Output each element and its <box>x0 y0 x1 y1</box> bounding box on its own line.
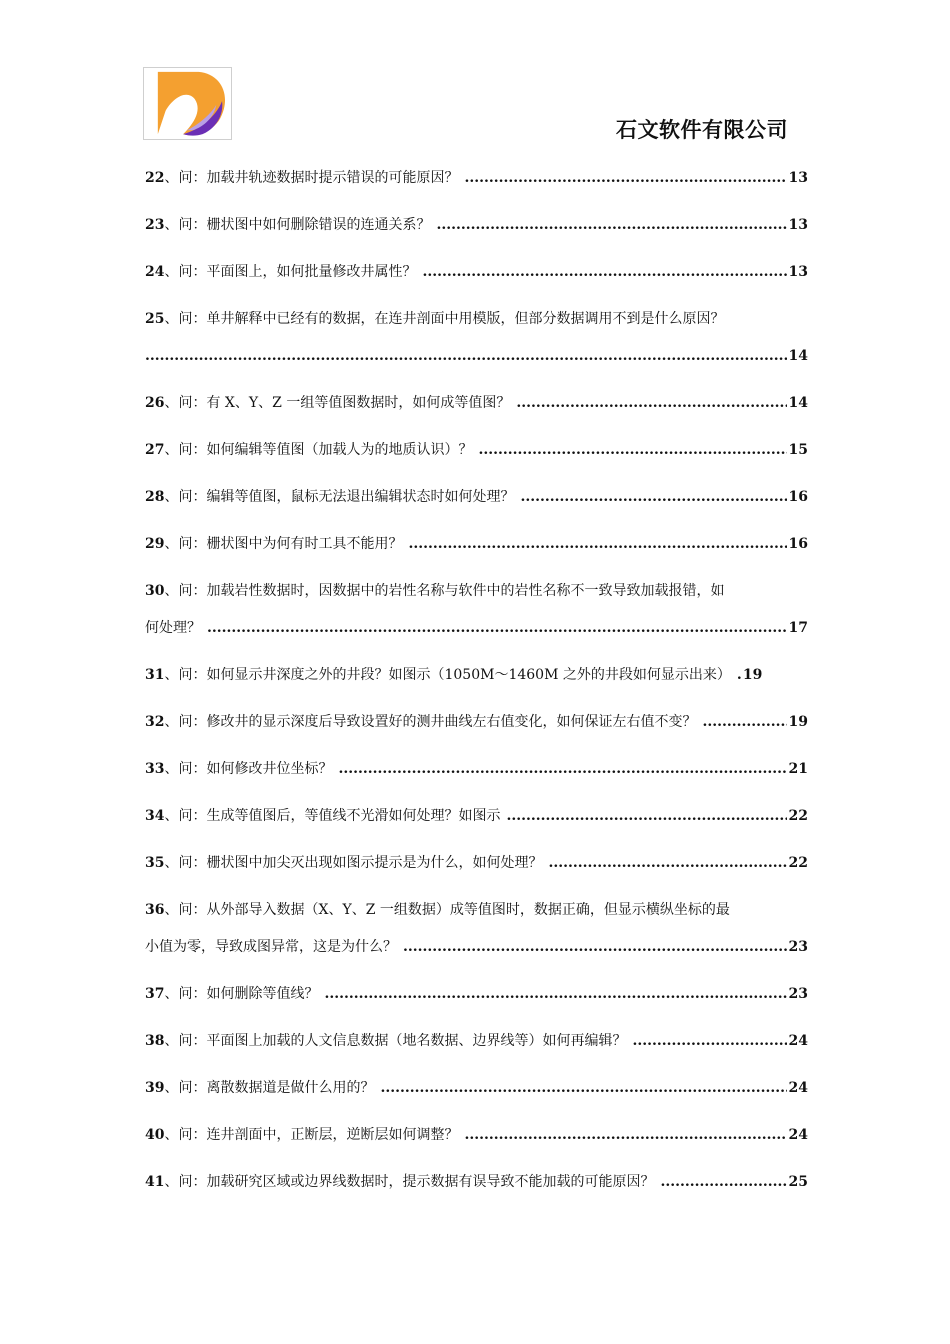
toc-number: 26 <box>145 395 165 411</box>
toc-number: 24 <box>145 264 165 280</box>
toc-number: 27 <box>145 442 165 458</box>
toc-title-text: 、问：加载研究区域或边界线数据时，提示数据有误导致不能加载的可能原因？ <box>164 1174 655 1190</box>
toc-entry-34[interactable] <box>145 798 808 835</box>
toc-entry-24[interactable] <box>145 254 808 291</box>
toc-title-text: 、问：有 X、Y、Z 一组等值图数据时，如何成等值图？ <box>164 395 511 411</box>
leader-dots <box>422 254 786 291</box>
leader-dots <box>403 929 787 966</box>
toc-title-text: 、问：如何显示井深度之外的井段？如图示（1050M～1460M 之外的井段如何显示出来） <box>164 667 731 683</box>
toc-entry-31[interactable] <box>145 657 808 694</box>
toc-number: 34 <box>145 808 165 824</box>
toc-entry-23[interactable] <box>145 207 808 244</box>
leader-dots <box>632 1023 786 1060</box>
leader-dots <box>338 751 786 788</box>
toc-title-text: 、问：平面图上加载的人文信息数据（地名数据、边界线等）如何再编辑？ <box>164 1033 627 1049</box>
toc-entry-28[interactable] <box>145 479 808 516</box>
toc-title-text: 、问：如何删除等值线？ <box>164 986 319 1002</box>
toc-number: 28 <box>145 489 165 505</box>
leader-dots <box>520 479 786 516</box>
toc-title-text: 、问：如何修改井位坐标？ <box>164 761 333 777</box>
toc-entry-39[interactable] <box>145 1070 808 1107</box>
toc-entry-29[interactable] <box>145 526 808 563</box>
toc-title-text: 、问：栅状图中为何有时工具不能用？ <box>164 536 403 552</box>
toc-page-number: 22 <box>788 855 808 871</box>
toc-page-number: 25 <box>788 1174 808 1190</box>
toc-page-number: 23 <box>788 939 808 955</box>
toc-title-text: 、问：修改井的显示深度后导致设置好的测井曲线左右值变化，如何保证左右值不变？ <box>164 714 697 730</box>
toc-page-number: 24 <box>788 1127 808 1143</box>
toc-entry-33[interactable] <box>145 751 808 788</box>
toc-entry-38[interactable] <box>145 1023 808 1060</box>
toc-number: 39 <box>145 1080 165 1096</box>
toc-number: 36 <box>145 902 165 918</box>
toc-title-text: 何处理？ <box>145 620 201 636</box>
toc-title-text: 、问：从外部导入数据（X、Y、Z 一组数据）成等值图时，数据正确，但显示横纵坐标的最 <box>164 902 730 918</box>
toc-page-number: 14 <box>788 348 808 364</box>
toc-page-number: 16 <box>788 536 808 552</box>
toc-page-number: 21 <box>788 761 808 777</box>
toc-page-number: 17 <box>788 620 808 636</box>
toc-entry-36[interactable] <box>145 892 808 966</box>
toc-title-text: 、问：加载岩性数据时，因数据中的岩性名称与软件中的岩性名称不一致导致加载报错，如 <box>164 583 725 599</box>
toc-entry-27[interactable] <box>145 432 808 469</box>
toc-entry-25[interactable] <box>145 301 808 375</box>
toc-entry-26[interactable] <box>145 385 808 422</box>
leader-dots <box>324 976 786 1013</box>
toc-number: 32 <box>145 714 165 730</box>
toc-entry-37[interactable] <box>145 976 808 1013</box>
leader-dots <box>380 1070 786 1107</box>
toc-page-number: 22 <box>788 808 808 824</box>
toc-title-text: 小值为零，导致成图异常，这是为什么？ <box>145 939 397 955</box>
toc-number: 23 <box>145 217 165 233</box>
toc-title-text: 、问：离散数据道是做什么用的？ <box>164 1080 375 1096</box>
toc-number: 29 <box>145 536 165 552</box>
leader-dots <box>145 338 787 375</box>
toc-page-number: 19 <box>742 667 763 683</box>
toc-title-text: 、问：单井解释中已经有的数据，在连井剖面中用模版，但部分数据调用不到是什么原因？ <box>164 311 725 327</box>
toc-page-number: 13 <box>788 170 808 186</box>
toc-title-text: 、问：生成等值图后，等值线不光滑如何处理？如图示 <box>164 808 501 824</box>
toc-page-number: 23 <box>788 986 808 1002</box>
toc-page-number: 19 <box>788 714 808 730</box>
leader-dots <box>660 1164 786 1201</box>
leader-dots <box>516 385 786 422</box>
toc-entry-41[interactable] <box>145 1164 808 1201</box>
toc-entry-22[interactable] <box>145 160 808 197</box>
toc-title-text: 、问：加载井轨迹数据时提示错误的可能原因？ <box>164 170 459 186</box>
toc-number: 41 <box>145 1174 165 1190</box>
toc-number: 33 <box>145 761 165 777</box>
leader-dots <box>464 1117 786 1154</box>
table-of-contents <box>145 160 808 1201</box>
toc-title-text: 、问：编辑等值图，鼠标无法退出编辑状态时如何处理？ <box>164 489 515 505</box>
toc-number: 25 <box>145 311 165 327</box>
leader-dots <box>548 845 786 882</box>
leader-dots <box>408 526 786 563</box>
toc-title-text: 、问：栅状图中加尖灭出现如图示提示是为什么，如何处理？ <box>164 855 543 871</box>
toc-number: 38 <box>145 1033 165 1049</box>
leader-dots <box>436 207 786 244</box>
toc-entry-35[interactable] <box>145 845 808 882</box>
toc-page-number: 14 <box>788 395 808 411</box>
company-name: 石文软件有限公司 <box>616 118 788 142</box>
toc-entry-30[interactable] <box>145 573 808 647</box>
toc-title-text: 、问：平面图上，如何批量修改井属性？ <box>164 264 417 280</box>
toc-page-number: 16 <box>788 489 808 505</box>
toc-page-number: 15 <box>788 442 808 458</box>
leader-dots <box>737 657 741 694</box>
toc-number: 35 <box>145 855 165 871</box>
leader-dots <box>464 160 786 197</box>
toc-title-text: 、问：如何编辑等值图（加载人为的地质认识）？ <box>164 442 473 458</box>
toc-number: 40 <box>145 1127 165 1143</box>
toc-page-number: 13 <box>788 217 808 233</box>
toc-page-number: 24 <box>788 1080 808 1096</box>
company-logo-icon <box>144 68 231 139</box>
leader-dots <box>506 798 786 835</box>
toc-entry-32[interactable] <box>145 704 808 741</box>
leader-dots <box>702 704 786 741</box>
toc-number: 22 <box>145 170 165 186</box>
toc-number: 37 <box>145 986 165 1002</box>
leader-dots <box>207 610 787 647</box>
toc-page-number: 24 <box>788 1033 808 1049</box>
toc-title-text: 、问：栅状图中如何删除错误的连通关系？ <box>164 217 431 233</box>
leader-dots <box>478 432 786 469</box>
toc-number: 30 <box>145 583 165 599</box>
toc-page-number: 13 <box>788 264 808 280</box>
company-logo <box>143 67 232 140</box>
toc-number: 31 <box>145 667 165 683</box>
toc-entry-40[interactable] <box>145 1117 808 1154</box>
toc-title-text: 、问：连井剖面中，正断层，逆断层如何调整？ <box>164 1127 459 1143</box>
